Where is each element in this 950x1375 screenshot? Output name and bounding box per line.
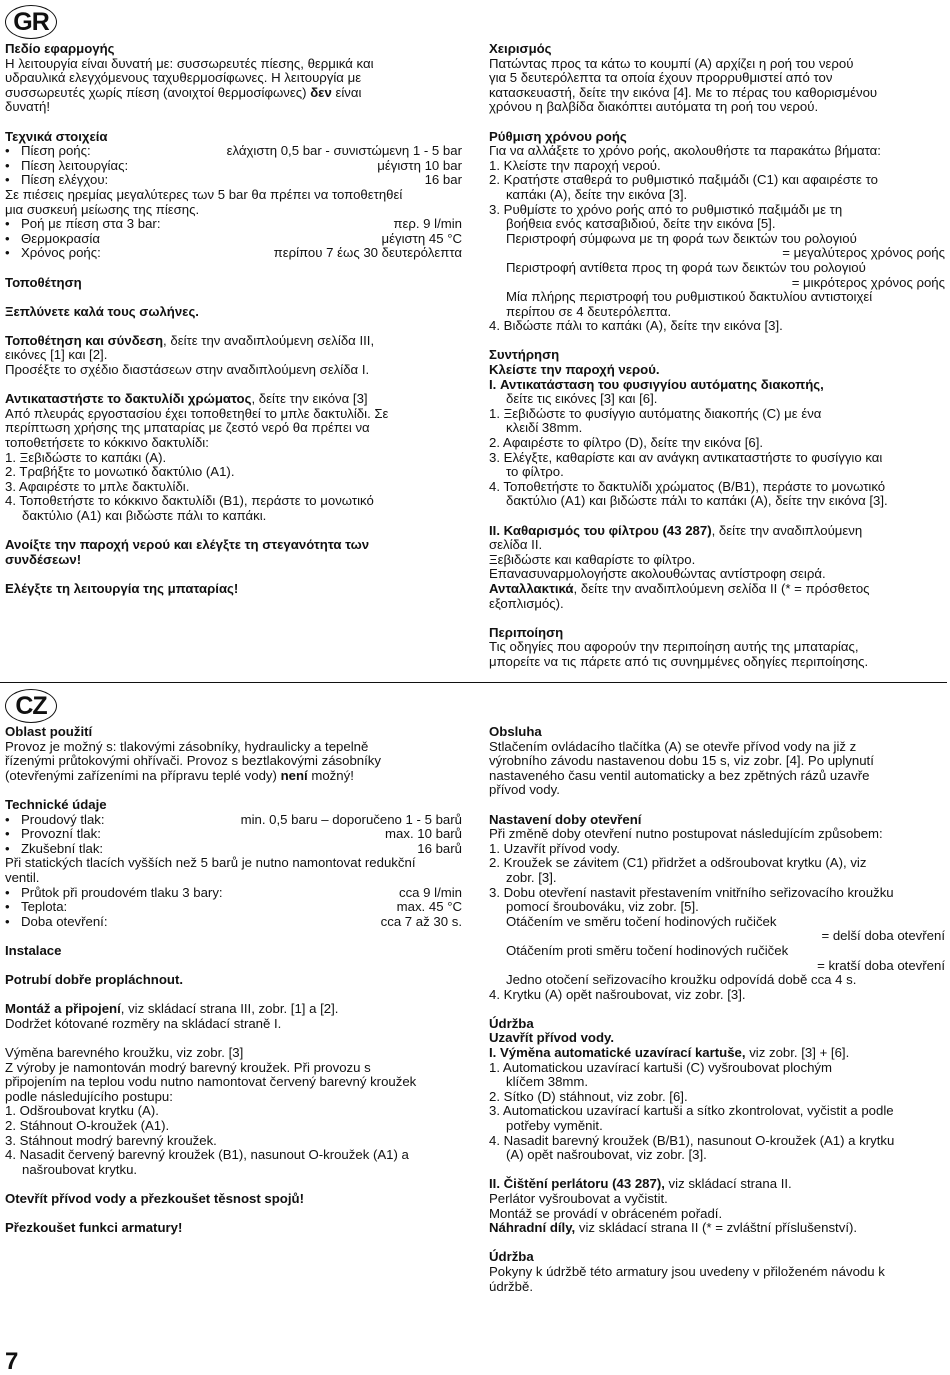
operation-heading: Obsluha [489,724,542,739]
list-item: 2. Sítko (D) stáhnout, viz zobr. [6]. [489,1088,688,1104]
adjust-text: Για να αλλάξετε το χρόνο ροής, ακολουθήστε τα παρακάτω βήματα: [489,143,881,159]
list-item: 2. Αφαιρέστε το φίλτρο (D), δείτε την εικόνα [6]. [489,435,764,451]
adjust-heading: Nastavení doby otevření [489,811,642,827]
scope-text: řízenými průtokovými ohřívači. Provoz s beztlakovými zásobníky [5,753,381,769]
list-item: καπάκι (A), δείτε την εικόνα [3]. [506,186,688,202]
list-item: 3. Automatickou uzavírací kartuši a sítko zkontrolovat, vyčistit a podle [489,1103,894,1119]
operation-text: Πατώντας προς τα κάτω το κουμπί (A) αρχίζει η ροή του νερού [489,55,854,71]
list-item: κλειδί 38mm. [506,420,583,436]
aerator-cleaning-text: Perlátor vyšroubovat a vyčistit. [489,1191,668,1206]
maintenance-heading: Συντήρηση [489,347,560,363]
list-item: 3. Ελέγξτε, καθαρίστε και αν ανάγκη αντικαταστήστε το φυσίγγιο και [489,449,883,465]
list-item: βοήθεια ενός κατσαβιδιού, δείτε την εικόνα [5]. [506,216,776,232]
scope-text: Η λειτουργία είναι δυνατή με: συσσωρευτές πίεσης, θερμικά και [5,55,374,71]
spec-row: • Πίεση ροής: ελάχιστη 0,5 bar - συνιστώμενη 1 - 5 bar [5,144,462,159]
check-instruction: Přezkoušet funkci armatury! [5,1220,183,1236]
spec-row: • Πίεση ελέγχου: 16 bar [5,173,462,188]
maintenance-text: δείτε τις εικόνες [3] και [6]. [506,391,658,407]
spec-row: • Θερμοκρασία μέγιστη 45 °C [5,232,462,247]
gr-right-column [489,42,945,670]
spec-row: • Χρόνος ροής: περίπου 7 έως 30 δευτερόλεπτα [5,246,462,261]
filter-cleaning-text: Ξεβιδώστε και καθαρίστε το φίλτρο. [489,551,696,567]
maintenance-heading: Údržba [489,1015,534,1031]
mount-text: Montáž a připojení, viz skládací strana III, zobr. [1] a [2]. [5,1001,339,1017]
list-item: klíčem 38mm. [506,1074,589,1090]
rotation-note: Otáčením ve směru točení hodinových ručiček [506,913,777,929]
list-item: 3. Stáhnout modrý barevný kroužek. [5,1132,217,1148]
care-heading: Περιποίηση [489,624,564,640]
rotation-note: Περιστροφή σύμφωνα με τη φορά των δεικτών του ρολογιού [506,230,857,246]
scope-text: Provoz je možný s: tlakovými zásobníky, hydraulicky a tepelně [5,738,369,754]
list-item: 4. Βιδώστε πάλι το καπάκι (A), δείτε την εικόνα [3]. [489,318,783,334]
section-divider [0,682,947,683]
list-item: 1. Automatickou uzavírací kartuši (C) vyšroubovat plochým [489,1059,833,1075]
flush-instruction: Ξεπλύνετε καλά τους σωλήνες. [5,303,199,319]
list-item: potřeby vyměnit. [506,1118,603,1134]
ring-text: τοποθετήσετε το κόκκινο δακτυλίδι: [5,435,209,451]
list-item: 4. Nasadit barevný kroužek (B/B1), nasunout O-kroužek (A1) a krytku [489,1132,895,1148]
open-water-instruction: συνδέσεων! [5,551,82,567]
list-item: 4. Krytku (A) opět našroubovat, viz zobr. [3]. [489,986,746,1002]
static-pressure-note: ventil. [5,869,40,885]
list-item: 4. Τοποθετήστε το κόκκινο δακτυλίδι (B1), περάστε το μονωτικό [5,493,374,509]
spec-row: • Provozní tlak: max. 10 barů [5,827,462,842]
tech-heading: Technické údaje [5,796,107,812]
operation-text: nastaveného času ventil automaticky a bez zpětných rázů uzavře [489,767,870,783]
cz-left-column [5,725,462,1236]
operation-text: χρόνου η βαλβίδα διακόπτει αυτόματα τη ροή του νερού. [489,99,819,115]
list-item: 2. Κρατήστε σταθερά το ρυθμιστικό παξιμάδι (C1) και αφαιρέστε το [489,172,878,188]
spec-row: • Průtok při proudovém tlaku 3 bary: cca 9 l/min [5,886,462,901]
filter-cleaning-text: σελίδα II. [489,537,543,553]
list-item: 4. Τοποθετήστε το δακτυλίδι χρώματος (B/B1), περάστε το μονωτικό [489,478,886,494]
static-pressure-note: Σε πιέσεις ηρεμίας μεγαλύτερες των 5 bar θα πρέπει να τοποθετηθεί [5,186,403,202]
flush-instruction: Potrubí dobře propláchnout. [5,972,184,988]
scope-text: δυνατή! [5,99,50,115]
mount-text: Dodržet kótované rozměry na skládací straně I. [5,1015,282,1031]
care-text: Pokyny k údržbě této armatury jsou uvedeny v přiloženém návodu k [489,1263,885,1279]
list-item: δακτύλιο (A1) και βιδώστε πάλι το καπάκι. [22,508,267,523]
list-item: 3. Αφαιρέστε το μπλε δακτυλίδι. [5,478,190,494]
maintenance-close-water: Uzavřít přívod vody. [489,1030,615,1046]
open-water-instruction: Otevřít přívod vody a přezkoušet těsnost spojů! [5,1191,304,1206]
list-item: το φίλτρο. [506,464,564,480]
adjust-heading: Ρύθμιση χρόνου ροής [489,128,627,144]
ring-text: podle následujícího postupu: [5,1088,173,1104]
rotation-note: Jedno otočení seřizovacího kroužku odpovídá době cca 4 s. [506,972,857,988]
care-heading: Údržba [489,1249,534,1265]
spare-parts-text: Náhradní díly, viz skládací strana II (* = zvláštní příslušenství). [489,1220,858,1236]
cz-right-column [489,725,945,1294]
list-item: 2. Kroužek se závitem (C1) přidržet a odšroubovat krytku (A), viz [489,855,867,871]
ring-text: Výměna barevného kroužku, viz zobr. [3] [5,1045,244,1061]
list-item: pomocí šroubováku, viz zobr. [5]. [506,899,699,915]
rotation-result: = delší doba otevření [821,928,945,944]
scope-heading: Πεδίο εφαρμογής [5,41,115,56]
list-item: našroubovat krytku. [22,1161,138,1177]
ring-text: Από πλευράς εργοστασίου έχει τοποθετηθεί το μπλε δακτυλίδι. Σε [5,405,389,421]
list-item: δακτύλιο (A1) και βιδώστε πάλι το καπάκι (A), δείτε την εικόνα [3]. [506,493,888,509]
spec-row: • Zkušební tlak: 16 barů [5,842,462,857]
rotation-note: Μία πλήρης περιστροφή του ρυθμιστικού δακτυλίου αντιστοιχεί [506,289,873,305]
list-item: 4. Nasadit červený barevný kroužek (B1), nasunout O-kroužek (A1) a [5,1147,409,1163]
spare-parts-text: Ανταλλακτικά, δείτε την αναδιπλούμενη σελίδα II (* = πρόσθετος [489,580,870,596]
operation-text: výrobního závodu nastavenou dobu 15 s, viz zobr. [4]. Po uplynutí [489,753,874,769]
list-item: 2. Stáhnout O-kroužek (A1). [5,1118,170,1134]
mount-text: Τοποθέτηση και σύνδεση, δείτε την αναδιπλούμενη σελίδα III, [5,332,375,348]
maintenance-sub-heading: I. Αντικατάσταση του φυσιγγίου αυτόματης διακοπής, [489,376,824,392]
rotation-result: = μεγαλύτερος χρόνος ροής [782,245,945,261]
list-item: 1. Ξεβιδώστε το φυσίγγιο αυτόματης διακοπής (C) με ένα [489,405,822,421]
list-item: 1. Ξεβιδώστε το καπάκι (A). [5,449,167,465]
language-badge-cz: CZ [5,689,57,723]
spec-row: • Ροή με πίεση στα 3 bar: περ. 9 l/min [5,217,462,232]
static-pressure-note: μια συσκευή μείωσης της πίεσης. [5,201,200,217]
list-item: 1. Uzavřít přívod vody. [489,840,620,856]
language-badge-gr: GR [5,5,57,39]
scope-text: συσσωρευτές χωρίς πίεση (ανοιχτοί θερμοσίφωνες) δεν είναι [5,84,362,100]
scope-heading: Oblast použití [5,724,93,739]
aerator-cleaning-text: II. Čištění perlátoru (43 287), viz skládací strana II. [489,1176,792,1192]
install-heading: Instalace [5,942,62,958]
adjust-text: Při změně doby otevření nutno postupovat následujícím způsobem: [489,826,883,842]
tech-heading: Τεχνικά στοιχεία [5,128,108,144]
operation-text: Stlačením ovládacího tlačítka (A) se otevře přívod vody na již z [489,738,857,754]
spare-parts-text: εξοπλισμός). [489,595,564,611]
care-text: údržbě. [489,1278,533,1294]
operation-text: přívod vody. [489,782,560,798]
list-item: 3. Ρυθμίστε το χρόνο ροής από το ρυθμιστικό παξιμάδι με τη [489,201,843,217]
care-text: μπορείτε να τις πάρετε από τις συνημμένες οδηγίες περιποίησης. [489,653,869,669]
list-item: 1. Odšroubovat krytku (A). [5,1103,159,1119]
rotation-note: Περιστροφή αντίθετα προς τη φορά των δεικτών του ρολογιού [506,259,866,275]
section-czech [0,684,950,1324]
spec-row: • Πίεση λειτουργίας: μέγιστη 10 bar [5,159,462,174]
list-item: 3. Dobu otevření nastavit přestavením vnitřního seřizovacího kroužku [489,884,894,900]
page-number: 7 [5,1348,19,1375]
rotation-result: = kratší doba otevření [817,957,945,973]
section-greek [0,0,950,680]
scope-text: υδραυλικά ελεγχόμενους ταχυθερμοσίφωνες. Η λειτουργία με [5,70,362,86]
ring-text: Z výroby je namontován modrý barevný kroužek. Při provozu s [5,1059,371,1075]
scope-text: (otevřenými zařízeními na přípravu teplé vody) není možný! [5,767,354,783]
filter-cleaning-text: Επανασυναρμολογήστε ακολουθώντας αντίστροφη σειρά. [489,566,826,582]
operation-text: κατασκευαστή, δείτε την εικόνα [4]. Με το πέρας του καθορισμένου [489,84,878,100]
gr-left-column [5,42,462,597]
ring-text: připojením na teplou vodu nutno namontovat červený barevný kroužek [5,1074,417,1090]
install-heading: Τοποθέτηση [5,274,82,290]
maintenance-close-water: Κλείστε την παροχή νερού. [489,362,660,378]
open-water-instruction: Ανοίξτε την παροχή νερού και ελέγξτε τη στεγανότητα των [5,537,370,553]
filter-cleaning-text: II. Καθαρισμός του φίλτρου (43 287), δείτε την αναδιπλούμενη [489,522,863,538]
list-item: zobr. [3]. [506,869,557,885]
check-instruction: Ελέγξτε τη λειτουργία της μπαταρίας! [5,580,239,596]
list-item: 1. Κλείστε την παροχή νερού. [489,157,661,173]
rotation-result: = μικρότερος χρόνος ροής [791,274,945,290]
spec-row: • Teplota: max. 45 °C [5,900,462,915]
mount-text: Προσέξτε το σχέδιο διαστάσεων στην αναδιπλούμενη σελίδα I. [5,362,370,378]
care-text: Τις οδηγίες που αφορούν την περιποίηση αυτής της μπαταρίας, [489,639,859,655]
mount-text: εικόνες [1] και [2]. [5,347,108,363]
maintenance-sub-heading: I. Výměna automatické uzavírací kartuše, viz zobr. [3] + [6]. [489,1045,850,1061]
ring-text: περίπτωση χρήσης της μπαταρίας με ζεστό νερό θα πρέπει να [5,420,370,436]
operation-text: για 5 δευτερόλεπτα τα οποία έχουν προρρυθμιστεί από τον [489,70,833,86]
rotation-note: περίπου σε 4 δευτερόλεπτα. [506,303,672,319]
list-item: 2. Τραβήξτε το μονωτικό δακτύλιο (A1). [5,464,235,480]
static-pressure-note: Při statických tlacích vyšších než 5 barů je nutno namontovat redukční [5,855,416,871]
spec-row: • Proudový tlak: min. 0,5 baru – doporučeno 1 - 5 barů [5,813,462,828]
spec-row: • Doba otevření: cca 7 až 30 s. [5,915,462,930]
ring-text: Αντικαταστήστε το δακτυλίδι χρώματος, δείτε την εικόνα [3] [5,391,368,407]
operation-heading: Χειρισμός [489,41,552,56]
list-item: (A) opět našroubovat, viz zobr. [3]. [506,1147,707,1163]
aerator-cleaning-text: Montáž se provádí v obráceném pořadí. [489,1205,723,1221]
rotation-note: Otáčením proti směru točení hodinových ručiček [506,942,789,958]
